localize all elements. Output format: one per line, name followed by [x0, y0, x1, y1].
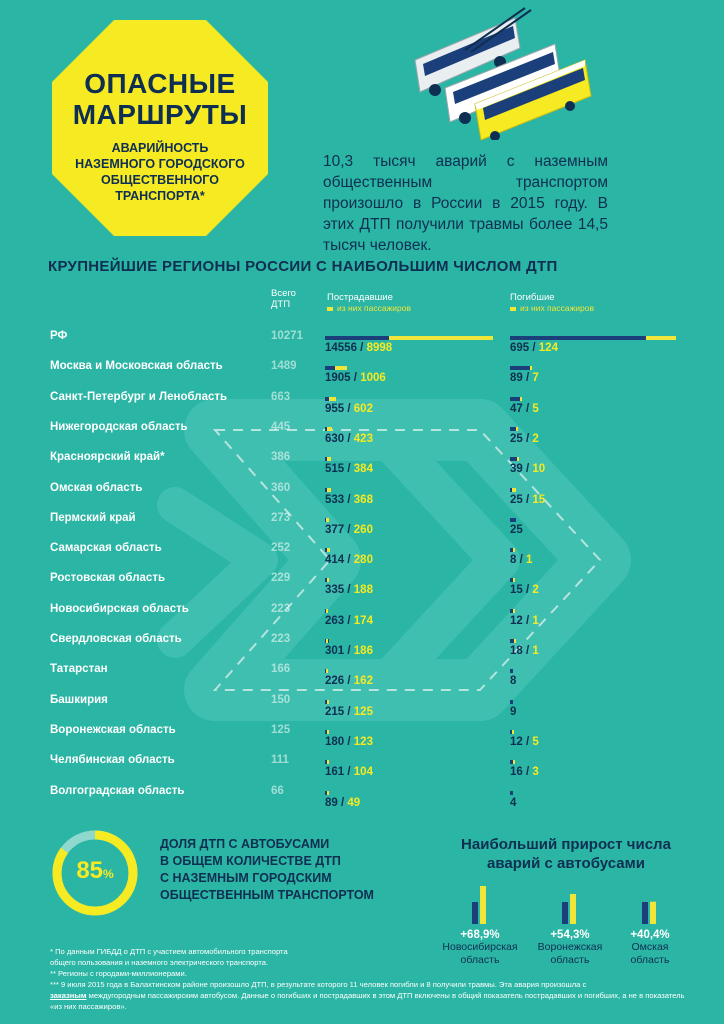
- growth-region-line1: Новосибирская: [442, 941, 518, 953]
- killed-passengers-value: 5: [532, 735, 539, 748]
- growth-bar: [570, 894, 576, 924]
- injured-value: 89: [325, 796, 338, 809]
- killed-value: 25: [510, 493, 523, 506]
- footnote-2: ** Регионы с городами-миллионерами.: [50, 969, 187, 978]
- region-label: Татарстан: [50, 663, 108, 676]
- value-separator: /: [344, 645, 354, 657]
- growth-region-line2: область: [550, 954, 590, 966]
- column-total-line1: Всего: [271, 288, 296, 299]
- region-label: Волгоградская область: [50, 784, 185, 797]
- injured-value: 301: [325, 645, 345, 657]
- footnote-3-bold: заказным: [50, 991, 87, 1000]
- region-label: Новосибирская область: [50, 602, 189, 615]
- injured-passengers-value: 49: [347, 796, 361, 809]
- injured-passengers-value: 368: [353, 493, 373, 506]
- value-separator: /: [344, 463, 354, 476]
- injured-passengers-value: 104: [353, 766, 373, 779]
- killed-passengers-value: 2: [532, 584, 539, 597]
- growth-value: +54,3%: [550, 929, 590, 941]
- growth-base-bar: [562, 902, 568, 924]
- killed-value: 25: [510, 523, 523, 536]
- share-value-percent: %: [103, 867, 114, 881]
- header-title-line1: ОПАСНЫЕ: [84, 68, 236, 99]
- value-separator: /: [344, 675, 354, 688]
- region-label: Омская область: [50, 481, 143, 494]
- region-total: 1489: [271, 360, 297, 373]
- killed-passengers-value: 10: [532, 463, 546, 476]
- injured-passengers-value: 125: [353, 705, 373, 718]
- growth-value: +68,9%: [460, 929, 500, 941]
- value-separator: /: [337, 796, 348, 809]
- injured-value: 630: [325, 432, 345, 445]
- killed-passengers-value: 124: [538, 342, 558, 354]
- injured-passengers-value: 8998: [366, 342, 393, 354]
- injured-value: 226: [325, 675, 345, 688]
- injured-value: 335: [325, 584, 345, 597]
- growth-base-bar: [472, 902, 478, 924]
- region-total: 252: [271, 542, 291, 555]
- value-separator: /: [516, 554, 526, 567]
- killed-passengers-value: 1: [532, 614, 539, 627]
- growth-title-line2: аварий с автобусами: [487, 855, 645, 872]
- growth-bars-icon: [430, 880, 530, 924]
- region-total: 386: [271, 451, 291, 464]
- value-separator: /: [529, 342, 539, 354]
- value-separator: /: [344, 402, 354, 415]
- killed-value: 695: [510, 342, 530, 354]
- killed-value: 25: [510, 432, 523, 445]
- header-subtitle-line3: ОБЩЕСТВЕННОГО: [101, 173, 219, 187]
- region-label: Воронежская область: [50, 723, 176, 736]
- value-separator: /: [356, 342, 367, 354]
- killed-value: 47: [510, 402, 523, 415]
- injured-passengers-value: 123: [353, 735, 373, 748]
- killed-value: 12: [510, 614, 523, 627]
- injured-passengers-value: 384: [353, 463, 373, 476]
- region-label: РФ: [50, 330, 68, 342]
- injured-value: 161: [325, 766, 345, 779]
- region-total: 10271: [271, 330, 303, 342]
- region-total: 166: [271, 663, 291, 676]
- footnote-3-part2: междугородным пассажирским автобусом. Данные о погибших и пострадавших в этом ДТП включены в общий показатель пострадавших и погибших, а не в показатель «из них пассажиров».: [50, 991, 685, 1011]
- value-separator: /: [522, 735, 533, 748]
- intro-text: 10,3 тысяч аварий с наземным общественным транспортом произошло в России в 2015 году. В этих ДТП получили травмы более 14,5 тысяч человек.: [323, 153, 608, 254]
- value-separator: /: [522, 402, 533, 415]
- region-total: 150: [271, 693, 291, 706]
- value-separator: /: [344, 554, 354, 567]
- region-total: 229: [271, 572, 291, 585]
- value-separator: /: [344, 523, 354, 536]
- killed-passengers-value: 3: [532, 766, 539, 779]
- injured-value: 180: [325, 735, 345, 748]
- injured-value: 955: [325, 402, 345, 415]
- killed-passengers-value: 15: [532, 493, 546, 506]
- share-line4: ОБЩЕСТВЕННЫМ ТРАНСПОРТОМ: [160, 888, 374, 902]
- injured-passengers-value: 260: [353, 523, 373, 536]
- footnote-1-line2: общего пользования и наземного электрического транспорта.: [50, 958, 269, 967]
- share-line2: В ОБЩЕМ КОЛИЧЕСТВЕ ДТП: [160, 854, 341, 868]
- value-separator: /: [522, 372, 533, 385]
- injured-value: 533: [325, 493, 345, 506]
- region-total: 273: [271, 511, 291, 524]
- killed-passengers-value: 5: [532, 402, 539, 415]
- region-total: 223: [271, 602, 291, 615]
- column-injured-label: Пострадавшие: [327, 292, 393, 303]
- injured-passengers-value: 1006: [360, 372, 386, 385]
- killed-value: 8: [510, 554, 517, 567]
- killed-passengers-value: 1: [526, 554, 533, 567]
- header-title-line2: МАРШРУТЫ: [72, 99, 248, 130]
- killed-value: 4: [510, 796, 517, 809]
- region-label: Красноярский край*: [50, 451, 165, 464]
- killed-value: 15: [510, 584, 523, 597]
- injured-passengers-value: 423: [353, 432, 373, 445]
- header-subtitle-line2: НАЗЕМНОГО ГОРОДСКОГО: [75, 157, 245, 171]
- value-separator: /: [344, 705, 354, 718]
- injured-passengers-value: 186: [353, 645, 373, 657]
- growth-region-line1: Омская: [631, 941, 669, 953]
- growth-region-line2: область: [460, 954, 500, 966]
- growth-bar: [650, 902, 656, 924]
- value-separator: /: [344, 766, 354, 779]
- injured-value: 515: [325, 463, 345, 476]
- footnote-3: [50, 979, 690, 1012]
- growth-bar: [480, 886, 486, 924]
- column-killed-label: Погибшие: [510, 292, 555, 303]
- region-label: Пермский край: [50, 511, 136, 524]
- growth-title-line1: Наибольший прирост числа: [461, 836, 671, 853]
- injured-passengers-value: 602: [353, 402, 373, 415]
- growth-region-line1: Воронежская: [537, 941, 603, 953]
- injured-passengers-value: 280: [353, 554, 373, 567]
- growth-value: +40,4%: [630, 929, 670, 941]
- killed-value: 12: [510, 735, 523, 748]
- column-total-line2: ДТП: [271, 299, 291, 310]
- killed-passengers-value: 2: [532, 432, 539, 445]
- legend-injured-passengers-label: из них пассажиров: [337, 303, 412, 313]
- footnotes: [50, 946, 690, 1012]
- region-total: 663: [271, 390, 291, 403]
- value-separator: /: [522, 463, 533, 476]
- footnote-1-line1: * По данным ГИБДД о ДТП с участием автомобильного транспорта: [50, 947, 288, 956]
- main-title: КРУПНЕЙШИЕ РЕГИОНЫ РОССИИ С НАИБОЛЬШИМ ЧИСЛОМ ДТП: [48, 258, 558, 275]
- region-label: Челябинская область: [50, 754, 175, 767]
- killed-passengers-value: 7: [532, 372, 539, 385]
- value-separator: /: [344, 735, 354, 748]
- header-subtitle-line4: ТРАНСПОРТА*: [115, 189, 205, 203]
- injured-passengers-value: 174: [353, 614, 373, 627]
- value-separator: /: [344, 493, 354, 506]
- value-separator: /: [522, 614, 533, 627]
- injured-value: 1905: [325, 372, 351, 385]
- injured-passengers-value: 188: [353, 584, 373, 597]
- header-subtitle-line1: АВАРИЙНОСТЬ: [111, 141, 209, 155]
- region-total: 223: [271, 633, 291, 645]
- killed-value: 39: [510, 463, 523, 476]
- region-total: 360: [271, 481, 291, 494]
- value-separator: /: [522, 645, 533, 657]
- legend-killed-passengers-label: из них пассажиров: [520, 303, 595, 313]
- value-separator: /: [522, 432, 533, 445]
- injured-value: 215: [325, 705, 345, 718]
- value-separator: /: [350, 372, 361, 385]
- region-label: Башкирия: [50, 693, 108, 706]
- share-line1: ДОЛЯ ДТП С АВТОБУСАМИ: [160, 837, 330, 851]
- region-total: 111: [271, 754, 289, 767]
- region-label: Самарская область: [50, 542, 162, 555]
- region-total: 445: [271, 420, 291, 433]
- injured-value: 414: [325, 554, 345, 567]
- share-value-number: 85: [76, 857, 104, 884]
- injured-value: 377: [325, 523, 345, 536]
- killed-passengers-value: 1: [532, 645, 539, 657]
- killed-value: 89: [510, 372, 523, 385]
- share-line3: С НАЗЕМНЫМ ГОРОДСКИМ: [160, 871, 332, 885]
- region-total: 66: [271, 784, 284, 797]
- value-separator: /: [344, 584, 354, 597]
- value-separator: /: [522, 493, 533, 506]
- injured-value: 14556: [325, 342, 357, 354]
- killed-value: 16: [510, 766, 523, 779]
- footnote-3-part1: *** 9 июля 2015 года в Балахтинском районе произошло ДТП, в результате которого 11 человек погибли и 8 получили травмы. Эта авария произошла с: [50, 980, 587, 989]
- region-label: Нижегородская область: [50, 420, 188, 433]
- killed-value: 18: [510, 645, 523, 657]
- region-label: Москва и Московская область: [50, 360, 223, 373]
- value-separator: /: [344, 432, 354, 445]
- growth-base-bar: [642, 902, 648, 924]
- killed-value: 8: [510, 675, 517, 688]
- growth-region-line2: область: [630, 954, 670, 966]
- region-total: 125: [271, 723, 291, 736]
- value-separator: /: [344, 614, 354, 627]
- injured-passengers-value: 162: [353, 675, 373, 688]
- region-label: Санкт-Петербург и Ленобласть: [50, 390, 228, 403]
- value-separator: /: [522, 584, 533, 597]
- growth-bars-icon: [600, 880, 700, 924]
- region-label: Свердловская область: [50, 633, 182, 645]
- region-label: Ростовская область: [50, 572, 166, 585]
- injured-value: 263: [325, 614, 345, 627]
- killed-value: 9: [510, 705, 517, 718]
- value-separator: /: [522, 766, 533, 779]
